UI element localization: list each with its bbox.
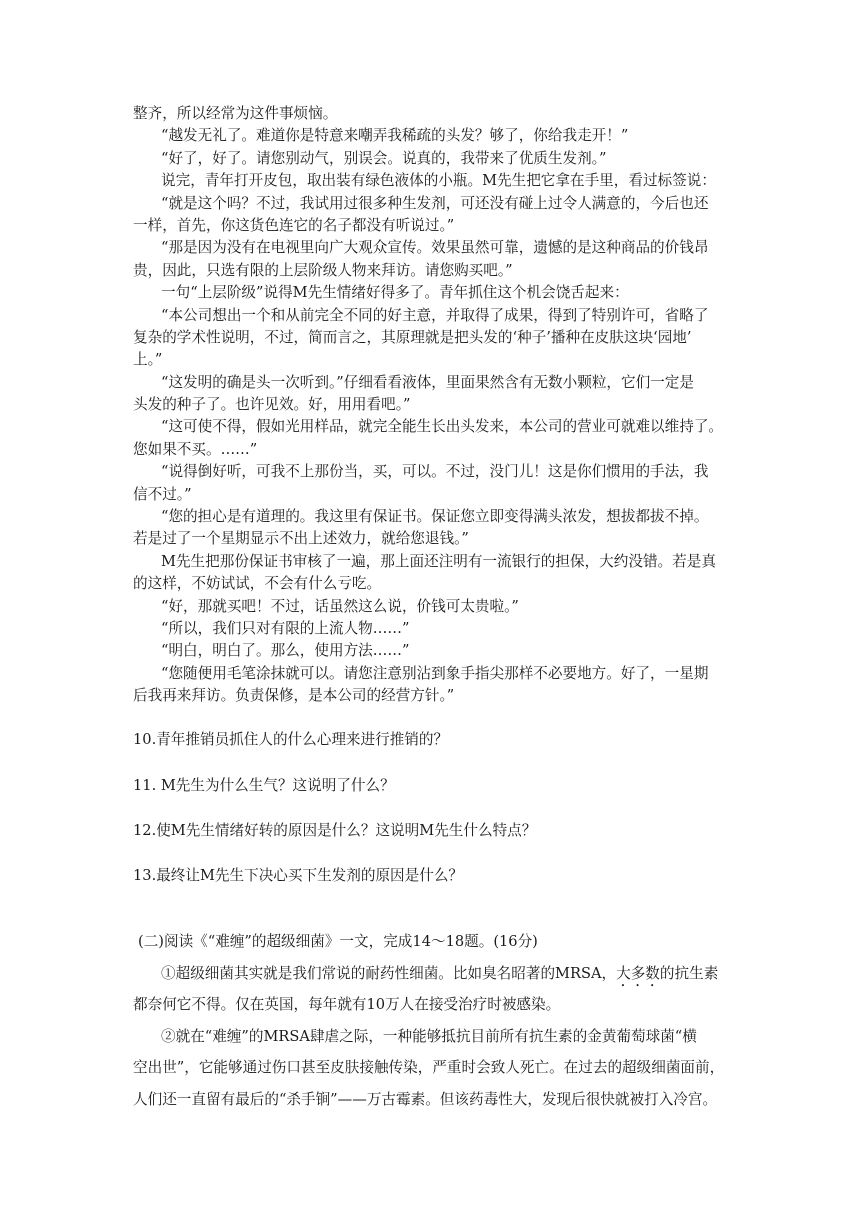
question-10: 10.青年推销员抓住人的什么心理来进行推销的？ <box>133 730 449 748</box>
story-line: “就是这个吗？不过，我试用过很多种生发剂，可还没有碰上过令人满意的，今后也还 <box>161 194 709 212</box>
question-12: 12.使M先生情绪好转的原因是什么？这说明M先生什么特点？ <box>133 821 537 839</box>
story-line: “这发明的确是头一次听到。”仔细看看液体，里面果然含有无数小颗粒，它们一定是 <box>161 373 694 391</box>
story-line: 的这样，不妨试试，不会有什么亏吃。 <box>133 575 382 593</box>
story-line: “那是因为没有在电视里向广大观众宣传。效果虽然可靠，遗憾的是这种商品的价钱昂 <box>161 239 709 257</box>
story-line: 后我再来拜访。负责保修，是本公司的经营方针。” <box>133 687 455 705</box>
story-line: “本公司想出一个和从前完全不同的好主意，并取得了成果，得到了特别许可，省略了 <box>161 306 709 324</box>
story-line: 整齐，所以经常为这件事烦恼。 <box>133 105 338 122</box>
story-line: “所以，我们只对有限的上流人物……” <box>161 619 410 637</box>
story-text <box>133 103 760 708</box>
story-line: “越发无礼了。难道你是特意来嘲弄我稀疏的头发？够了，你给我走开！” <box>161 127 629 145</box>
paragraph-2-line-1: ②就在“难缠”的MRSA肆虐之际，一种能够抵抗目前所有抗生素的金黄葡萄球菌“横 <box>161 1027 697 1045</box>
paragraph-1-line-2: 都奈何它不得。仅在英国，每年就有10万人在接受治疗时被感染。 <box>133 996 561 1013</box>
story-lines <box>133 103 760 708</box>
paragraph-1-after: 的抗生素 <box>659 964 719 982</box>
story-line: 复杂的学术性说明，不过，简而言之，其原理就是把头发的‘种子’播种在皮肤这块‘园地’ <box>133 328 692 346</box>
story-line: 贵，因此，只选有限的上层阶级人物来拜访。请您购买吧。” <box>133 261 513 279</box>
story-line: 头发的种子了。也许见效。好，用用看吧。” <box>133 396 411 414</box>
paragraph-2-line-3: 人们还一直留有最后的“杀手锏”——万古霉素。但该药毒性大，发现后很快就被打入冷宫。 <box>133 1090 718 1108</box>
story-line: “您随便用毛笔涂抹就可以。请您注意别沾到象手指尖那样不必要地方。好了，一星期 <box>161 664 709 682</box>
story-line: 一样，首先，你这货色连它的名子都没有听说过。” <box>133 216 455 234</box>
question-13: 13.最终让M先生下决心买下生发剂的原因是什么？ <box>133 866 464 884</box>
story-line: M先生把那份保证书审核了一遍，那上面还注明有一流银行的担保，大约没错。若是真 <box>161 552 716 570</box>
story-line: 若是过了一个星期显示不出上述效力，就给您退钱。” <box>133 530 469 548</box>
story-line: “您的担心是有道理的。我这里有保证书。保证您立即变得满头浓发，想拔都拔不掉。 <box>161 508 709 526</box>
paragraph-1-before: ①超级细菌其实就是我们常说的耐药性细菌。比如臭名昭著的MRSA， <box>161 964 617 982</box>
section-2-heading: (二)阅读《“难缠”的超级细菌》一文，完成14～18题。(16分) <box>138 933 538 950</box>
story-line: 信不过。” <box>133 485 192 503</box>
story-line: “说得倒好听，可我不上那份当，买，可以。不过，没门儿！这是你们惯用的手法，我 <box>161 463 709 481</box>
story-line: 一句“上层阶级”说得M先生情绪好得多了。青年抓住这个机会饶舌起来： <box>161 284 629 302</box>
paragraph-2-line-2: 空出世”，它能够通过伤口甚至皮肤接触传染，严重时会致人死亡。在过去的超级细菌面前， <box>133 1059 725 1076</box>
story-line: 上。” <box>133 351 163 369</box>
paragraph-1 <box>133 958 765 990</box>
story-line: 说完，青年打开皮包，取出装有绿色液体的小瓶。M先生把它拿在手里，看过标签说： <box>161 172 716 190</box>
section-2 <box>133 926 765 1115</box>
story-line: “这可使不得，假如光用样品，就完全能生长出头发来，本公司的营业可就难以维持了。 <box>161 418 724 436</box>
story-line: 您如果不买。……” <box>133 440 258 458</box>
emphasized-phrase: 大多数 <box>616 964 660 982</box>
story-line: “好了，好了。请您别动气，别误会。说真的，我带来了优质生发剂。” <box>161 149 607 167</box>
story-line: “好，那就买吧！不过，话虽然这么说，价钱可太贵啦。” <box>161 597 519 615</box>
question-11: 11. M先生为什么生气？这说明了什么？ <box>133 776 395 794</box>
story-line: “明白，明白了。那么，使用方法……” <box>161 642 410 660</box>
